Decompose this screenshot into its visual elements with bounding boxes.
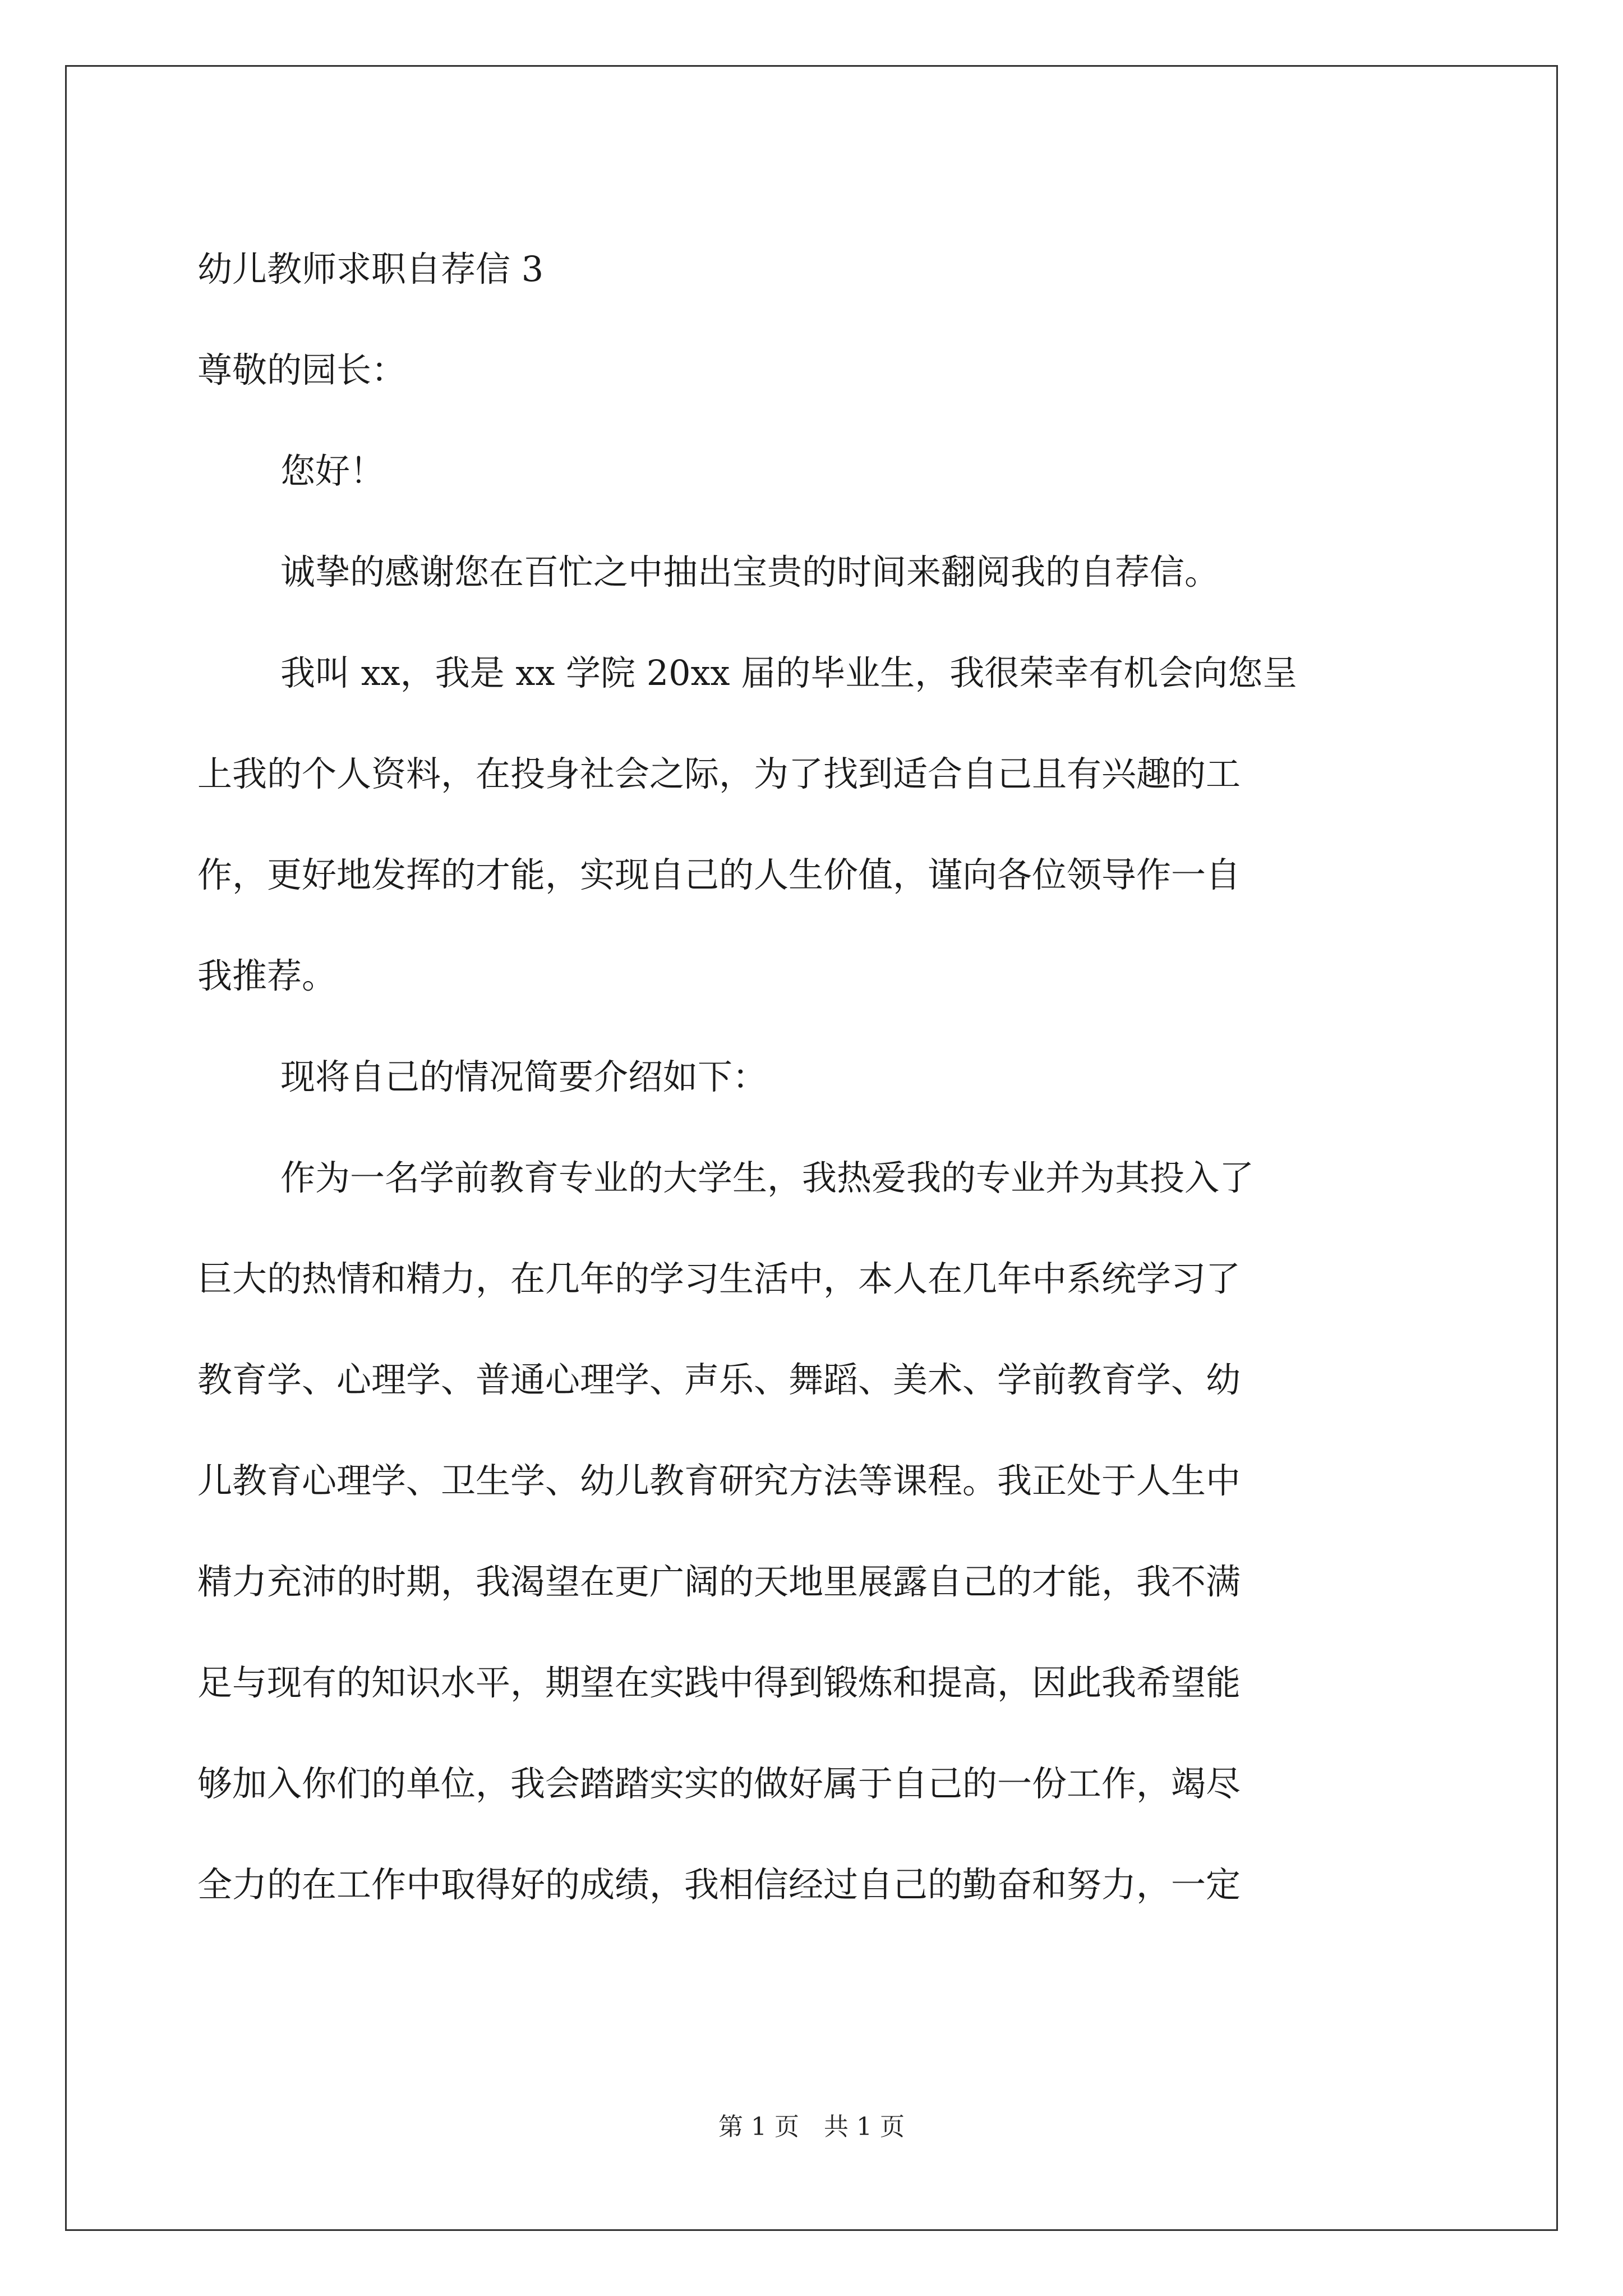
salutation: 尊敬的园长： — [197, 349, 407, 390]
greeting: 您好！ — [280, 450, 385, 491]
paragraph-2 — [197, 623, 1431, 1027]
paragraph-4-line: 作为一名学前教育专业的大学生，我热爱我的专业并为其投入了 — [280, 1157, 1255, 1198]
document-body — [197, 219, 1431, 1935]
paragraph-4-line: 全力的在工作中取得好的成绩，我相信经过自己的勤奋和努力，一定 — [197, 1864, 1241, 1905]
paragraph-2-line: 我推荐。 — [197, 955, 337, 996]
paragraph-4-line: 教育学、心理学、普通心理学、声乐、舞蹈、美术、学前教育学、幼 — [197, 1359, 1241, 1400]
document-title: 幼儿教师求职自荐信 3 — [197, 249, 544, 289]
paragraph-4-line: 儿教育心理学、卫生学、幼儿教育研究方法等课程。我正处于人生中 — [197, 1460, 1241, 1501]
paragraph-2-line: 作，更好地发挥的才能，实现自己的人生价值，谨向各位领导作一自 — [197, 854, 1241, 895]
paragraph-2-line: 我叫 xx，我是 xx 学院 20xx 届的毕业生，我很荣幸有机会向您呈 — [280, 652, 1298, 693]
paragraph-4-line: 足与现有的知识水平，期望在实践中得到锻炼和提高，因此我希望能 — [197, 1662, 1241, 1703]
paragraph-2-line: 上我的个人资料，在投身社会之际，为了找到适合自己且有兴趣的工 — [197, 753, 1241, 794]
page-number-footer: 第 1 页 共 1 页 — [718, 2113, 905, 2141]
paragraph-4-line: 精力充沛的时期，我渴望在更广阔的天地里展露自己的才能，我不满 — [197, 1561, 1241, 1602]
paragraph-1: 诚挚的感谢您在百忙之中抽出宝贵的时间来翻阅我的自荐信。 — [280, 551, 1220, 592]
paragraph-4-line: 够加入你们的单位，我会踏踏实实的做好属于自己的一份工作，竭尽 — [197, 1763, 1241, 1804]
paragraph-4 — [197, 1128, 1431, 1935]
paragraph-4-line: 巨大的热情和精力，在几年的学习生活中，本人在几年中系统学习了 — [197, 1258, 1241, 1299]
paragraph-3: 现将自己的情况简要介绍如下： — [280, 1056, 768, 1097]
